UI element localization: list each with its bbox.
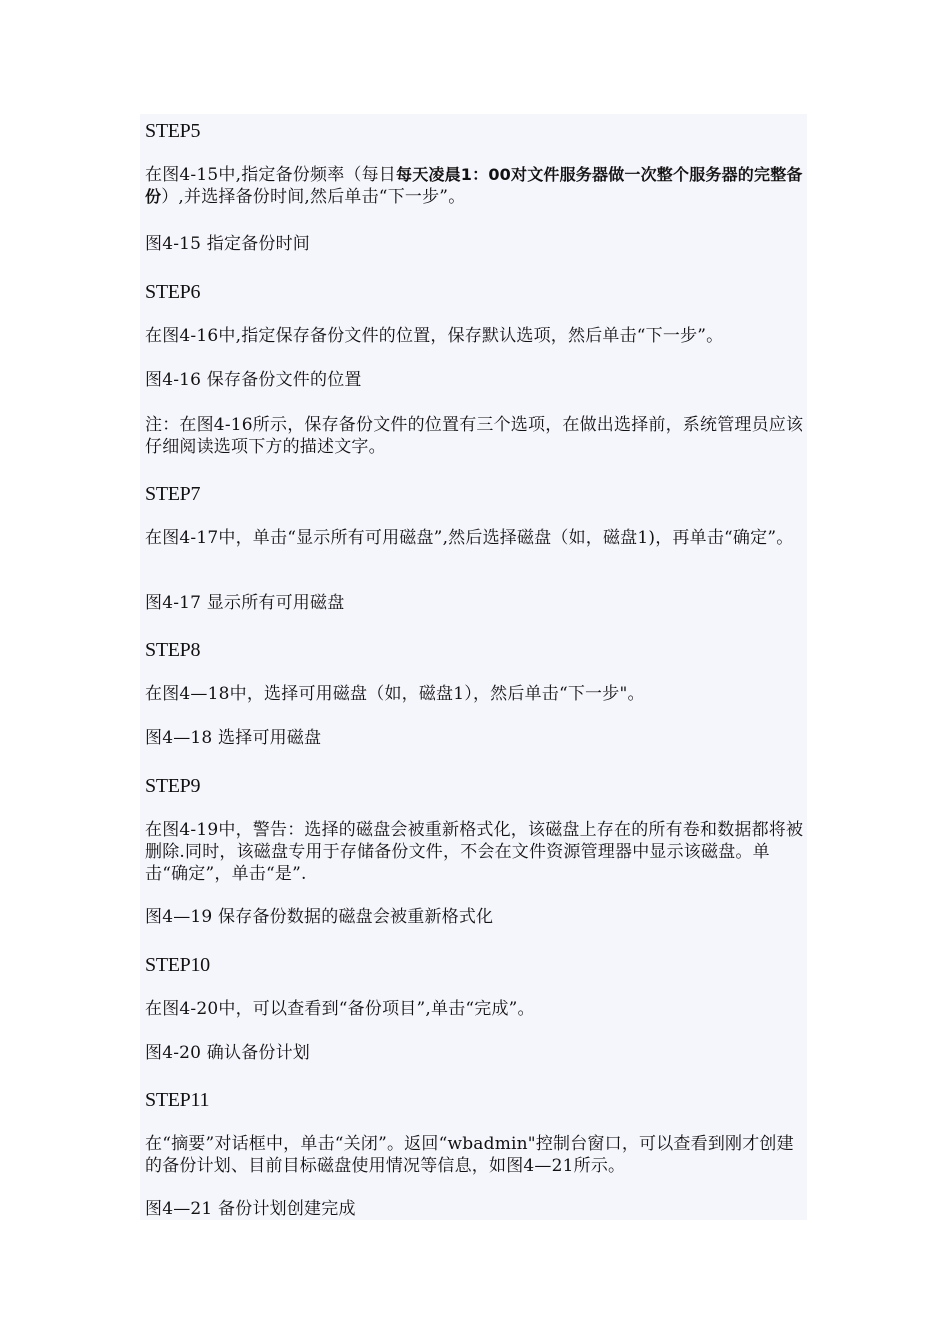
step7-heading: STEP7 — [145, 483, 201, 505]
figure-caption-4-17: 图4-17 显示所有可用磁盘 — [145, 593, 345, 613]
step10-paragraph: 在图4-20中，可以查看到“备份项目”,单击“完成”。 — [145, 999, 535, 1019]
step5-paragraph-highlight: 每天凌晨1：00对文件服务器做一次整个服务器的完整备份 — [145, 165, 803, 206]
step11-heading: STEP11 — [145, 1089, 210, 1111]
step5-paragraph-prefix: 在图4-15中,指定备份频率（每日 — [145, 165, 396, 185]
step6-paragraph: 在图4-16中,指定保存备份文件的位置，保存默认选项，然后单击“下一步”。 — [145, 326, 724, 346]
step7-paragraph: 在图4-17中，单击“显示所有可用磁盘”,然后选择磁盘（如，磁盘1)，再单击“确定”。 — [145, 528, 794, 548]
step10-heading: STEP10 — [145, 954, 210, 976]
figure-caption-4-18: 图4—18 选择可用磁盘 — [145, 728, 322, 748]
step11-paragraph: 在“摘要”对话框中，单击“关闭”。返回“wbadmin"控制台窗口，可以查看到刚才创建的备份计划、目前目标磁盘使用情况等信息，如图4—21所示。 — [145, 1134, 794, 1176]
step8-paragraph: 在图4—18中，选择可用磁盘（如，磁盘1），然后单击“下一步"。 — [145, 684, 645, 704]
figure-caption-4-21: 图4—21 备份计划创建完成 — [145, 1199, 356, 1219]
figure-caption-4-20: 图4-20 确认备份计划 — [145, 1043, 310, 1063]
step6-note: 注：在图4-16所示，保存备份文件的位置有三个选项，在做出选择前，系统管理员应该仔细阅读选项下方的描述文字。 — [145, 415, 804, 457]
step9-paragraph: 在图4-19中，警告：选择的磁盘会被重新格式化，该磁盘上存在的所有卷和数据都将被删除.同时，该磁盘专用于存储备份文件，不会在文件资源管理器中显示该磁盘。单击“确定”，单击“是”. — [145, 820, 804, 884]
step5-heading: STEP5 — [145, 120, 201, 142]
step5-paragraph-suffix: ）,并选择备份时间,然后单击“下一步”。 — [161, 187, 466, 207]
step8-heading: STEP8 — [145, 639, 201, 661]
figure-caption-4-19: 图4—19 保存备份数据的磁盘会被重新格式化 — [145, 907, 494, 927]
figure-caption-4-15: 图4-15 指定备份时间 — [145, 234, 310, 254]
step6-heading: STEP6 — [145, 281, 201, 303]
step5-paragraph — [145, 164, 805, 208]
step9-heading: STEP9 — [145, 775, 201, 797]
figure-caption-4-16: 图4-16 保存备份文件的位置 — [145, 370, 362, 390]
